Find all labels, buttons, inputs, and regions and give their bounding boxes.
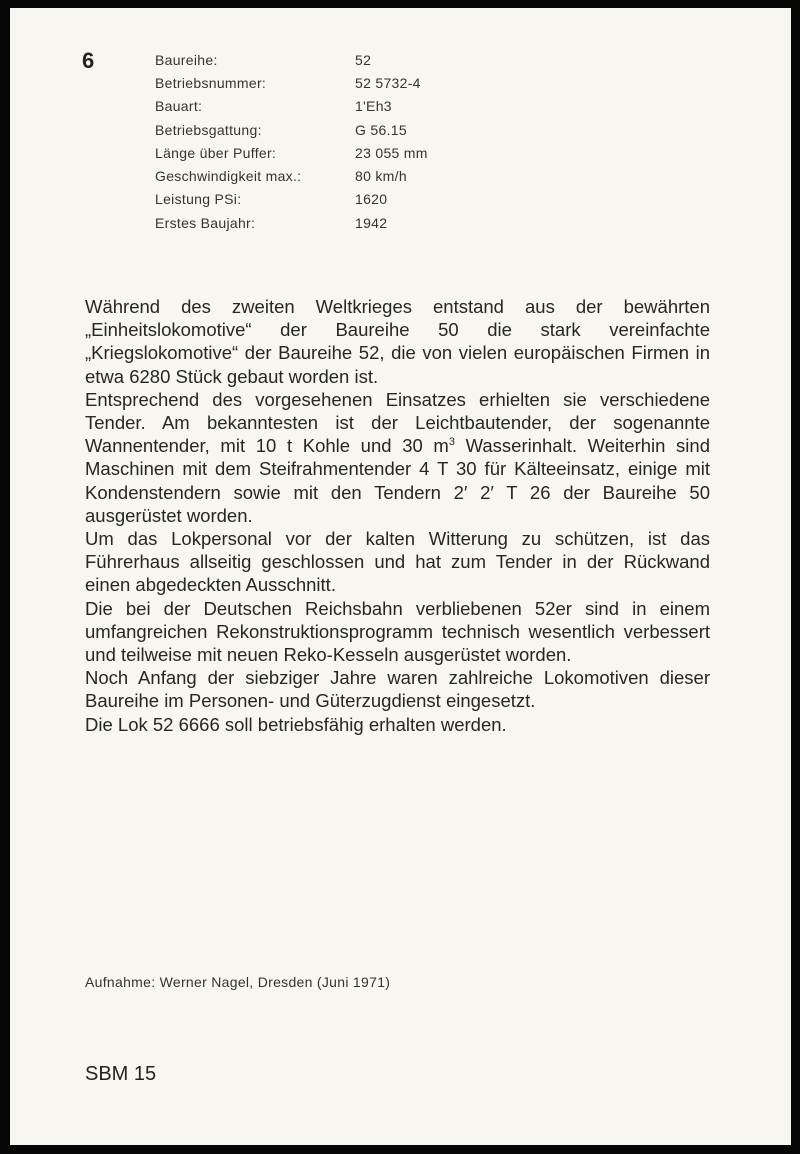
spec-row — [155, 118, 428, 141]
spec-row — [155, 211, 428, 234]
spec-label: Geschwindigkeit max.: — [155, 168, 302, 185]
info-card — [10, 8, 791, 1145]
spec-row — [155, 71, 428, 94]
spec-value: 1'Eh3 — [355, 98, 392, 115]
paragraph-tenders-part2: Wasserinhalt. Weiterhin sind Maschinen mit dem Steifrahmentender 4 T 30 für Kälteeinsatz, einige mit Kondenstendern sowie mit den Tendern 2′ 2′ T 26 der Baureihe 50 ausgerüstet worden. — [85, 435, 710, 526]
paragraph-tenders-part1: Entsprechend des vorgesehenen Einsatzes erhielten sie verschiedene Tender. Am bekanntesten ist der Leichtbautender, der sogenannte Wannentender, mit 10 t Kohle und 30 m — [85, 388, 710, 457]
paragraph-cab: Um das Lokpersonal vor der kalten Witterung zu schützen, ist das Führerhaus allseitig geschlossen und hat zum Tender in der Rückwand einen abgedeckten Ausschnitt. — [85, 528, 710, 596]
spec-row — [155, 164, 428, 187]
description-text — [85, 295, 710, 736]
spec-value: 52 — [355, 51, 372, 68]
spec-label: Betriebsgattung: — [155, 121, 262, 138]
spec-value: 52 5732-4 — [355, 74, 421, 91]
spec-label: Bauart: — [155, 98, 203, 115]
spec-table — [155, 48, 428, 234]
paragraph-service: Noch Anfang der siebziger Jahre waren zahlreiche Lokomotiven dieser Baureihe im Personen- und Güterzugdienst eingesetzt. — [85, 667, 710, 712]
spec-value: 23 055 mm — [355, 144, 428, 161]
photo-credit: Aufnahme: Werner Nagel, Dresden (Juni 1971) — [85, 974, 391, 990]
spec-label: Leistung PSi: — [155, 191, 242, 208]
spec-row — [155, 188, 428, 211]
spec-value: 80 km/h — [355, 168, 407, 185]
spec-row — [155, 95, 428, 118]
spec-value: 1942 — [355, 214, 388, 231]
spec-row — [155, 141, 428, 164]
spec-label: Betriebsnummer: — [155, 74, 267, 91]
card-number: 6 — [82, 48, 95, 73]
superscript-three: 3 — [448, 436, 455, 449]
series-code: SBM 15 — [85, 1063, 157, 1085]
spec-value: G 56.15 — [355, 121, 407, 138]
spec-row — [155, 48, 428, 71]
paragraph-reconstruction: Die bei der Deutschen Reichsbahn verbliebenen 52er sind in einem umfangreichen Rekonstruktionsprogramm technisch wesentlich verbessert und teilweise mit neuen Reko-Kesseln ausgerüstet worden. — [85, 597, 710, 666]
spec-label: Erstes Baujahr: — [155, 214, 256, 231]
paragraph-history: Während des zweiten Weltkrieges entstand aus der bewährten „Einheitslokomotive“ der Baureihe 50 die stark vereinfachte „Kriegslokomotive“ der Baureihe 52, die von vielen europäischen Firmen in etwa 6280 Stück gebaut worden ist. — [85, 296, 710, 387]
paragraph-tenders — [85, 388, 710, 527]
paragraph-preservation: Die Lok 52 6666 soll betriebsfähig erhalten werden. — [85, 713, 507, 735]
spec-label: Länge über Puffer: — [155, 144, 277, 161]
spec-value: 1620 — [355, 191, 388, 208]
spec-label: Baureihe: — [155, 51, 218, 68]
